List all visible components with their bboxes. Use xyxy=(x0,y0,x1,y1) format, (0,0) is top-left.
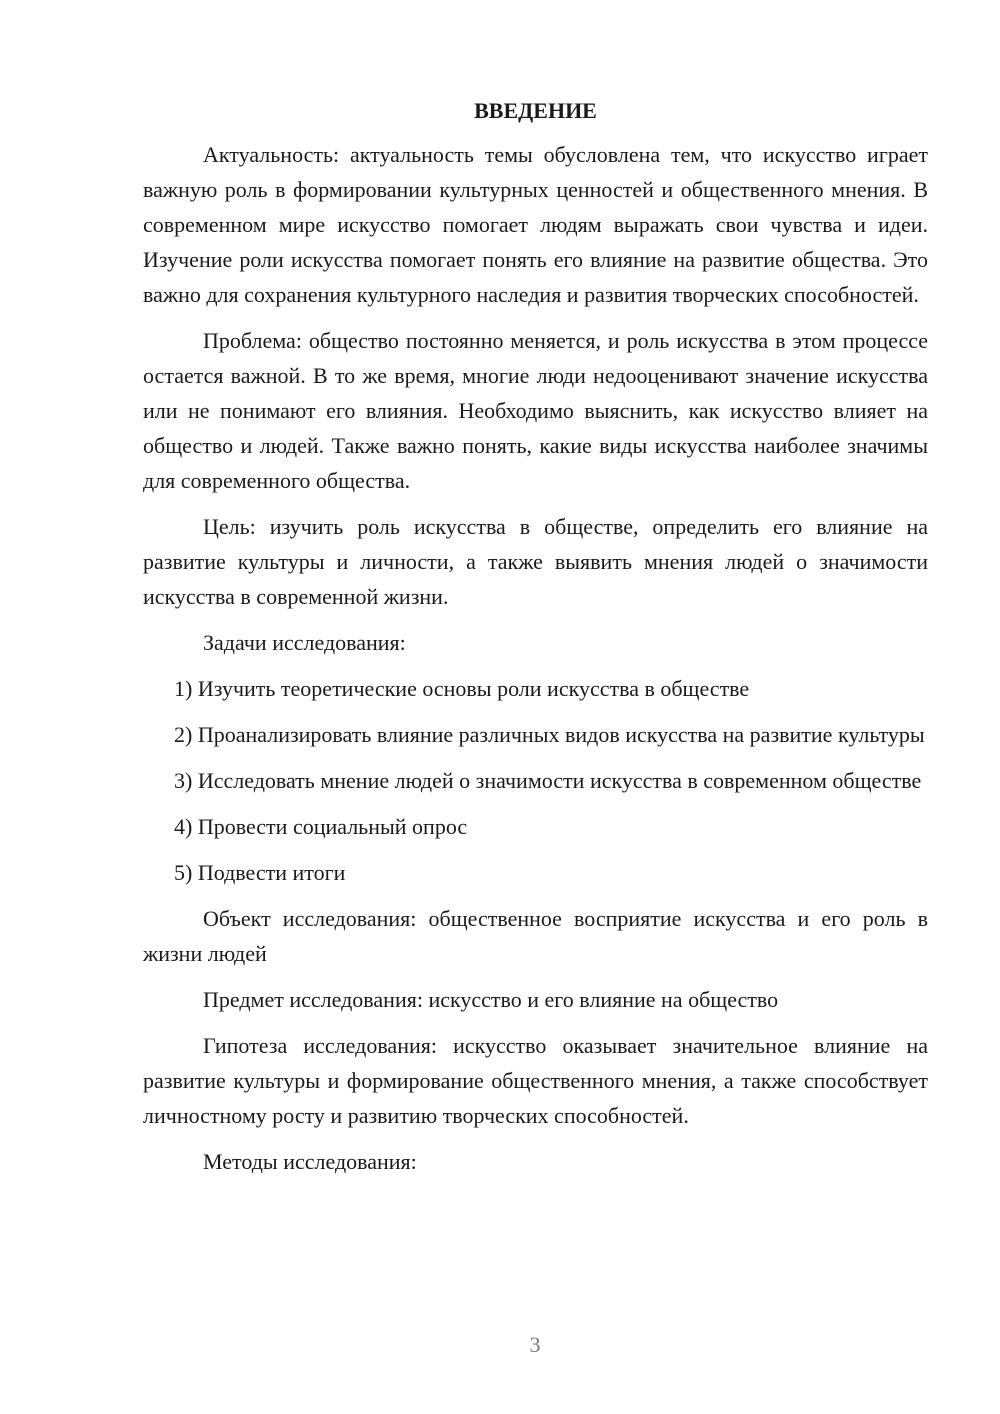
document-page xyxy=(143,96,928,1190)
task-item: 4) Провести социальный опрос xyxy=(174,814,468,839)
task-item: 2) Проанализировать влияние различных видов искусства на развитие культуры xyxy=(174,722,925,747)
object-paragraph: Объект исследования: общественное восприятие искусства и его роль в жизни людей xyxy=(143,906,928,966)
goal-paragraph: Цель: изучить роль искусства в обществе, определить его влияние на развитие культуры и личности, а также выявить мнения людей о значимости искусства в современной жизни. xyxy=(143,514,928,609)
tasks-intro: Задачи исследования: xyxy=(203,630,406,655)
methods-paragraph: Методы исследования: xyxy=(203,1149,417,1174)
task-item: 3) Исследовать мнение людей о значимости искусства в современном обществе xyxy=(174,768,922,793)
page-number: 3 xyxy=(529,1332,541,1357)
relevance-paragraph: Актуальность: актуальность темы обусловлена тем, что искусство играет важную роль в формировании культурных ценностей и общественного мнения. В современном мире искусство помогает людям выражать свои чувства и идеи. Изучение роли искусства помогает понять его влияние на развитие общества. Это важно для сохранения культурного наследия и развития творческих способностей. xyxy=(143,142,928,307)
section-heading: ВВЕДЕНИЕ xyxy=(474,98,597,123)
problem-paragraph: Проблема: общество постоянно меняется, и роль искусства в этом процессе остается важной. В то же время, многие люди недооценивают значение искусства или не понимают его влияния. Необходимо выяснить, как искусство влияет на общество и людей. Также важно понять, какие виды искусства наиболее значимы для современного общества. xyxy=(143,328,928,493)
subject-paragraph: Предмет исследования: искусство и его влияние на общество xyxy=(203,987,779,1012)
hypothesis-paragraph: Гипотеза исследования: искусство оказывает значительное влияние на развитие культуры и формирование общественного мнения, а также способствует личностному росту и развитию творческих способностей. xyxy=(143,1033,928,1128)
task-item: 5) Подвести итоги xyxy=(174,860,346,885)
task-item: 1) Изучить теоретические основы роли искусства в обществе xyxy=(174,676,750,701)
